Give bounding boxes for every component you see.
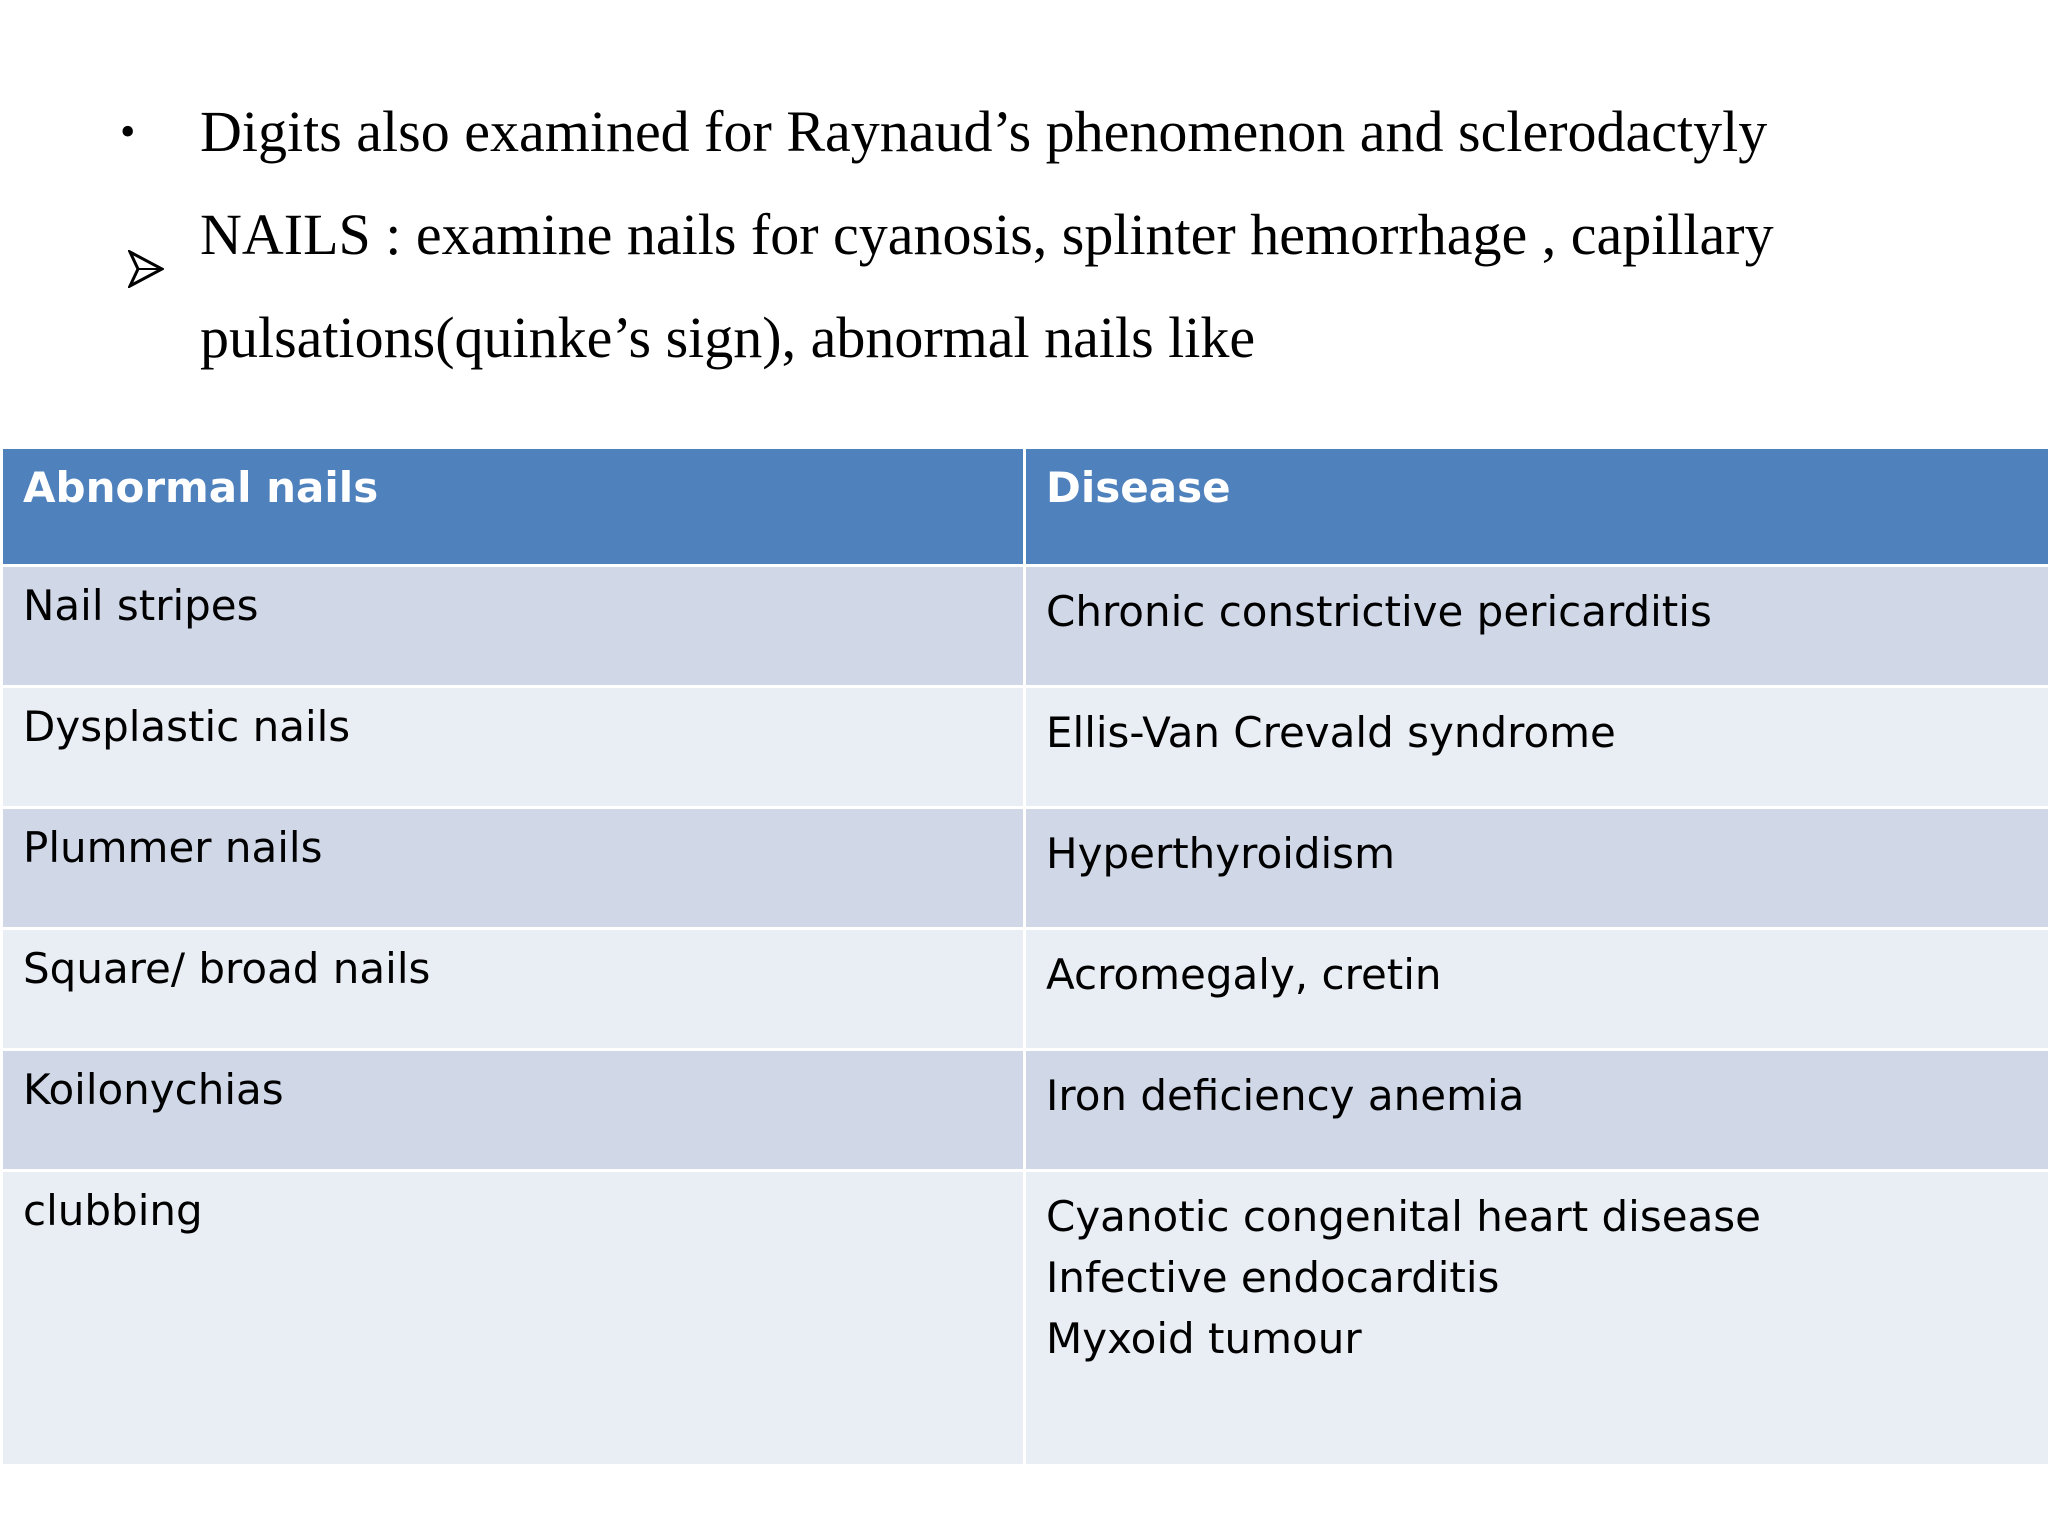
abnormal-nails-table (0, 446, 2048, 1467)
disease-text: Hyperthyroidism (1046, 829, 1395, 878)
disease-cell (1025, 687, 2048, 808)
bullet-list (0, 80, 2048, 389)
bullet-item (0, 183, 2048, 286)
disease-cell (1025, 1171, 2048, 1466)
column-header-disease: Disease (1025, 448, 2048, 566)
disease-cell (1025, 808, 2048, 929)
table-row (2, 1050, 2048, 1171)
disease-text: Chronic constrictive pericarditis (1046, 587, 1712, 636)
nail-cell: Nail stripes (2, 566, 1025, 687)
nail-cell: Dysplastic nails (2, 687, 1025, 808)
nail-cell: Square/ broad nails (2, 929, 1025, 1050)
table-row (2, 808, 2048, 929)
disease-text: Acromegaly, cretin (1046, 950, 1442, 999)
bullet-continuation (0, 286, 2048, 389)
disease-text: Ellis-Van Crevald syndrome (1046, 708, 1616, 757)
table-row (2, 687, 2048, 808)
column-header-abnormal-nails: Abnormal nails (2, 448, 1025, 566)
table-row (2, 929, 2048, 1050)
nail-cell: Plummer nails (2, 808, 1025, 929)
bullet-dot-icon: • (120, 107, 136, 156)
disease-text: Infective endocarditis (1046, 1253, 1500, 1302)
disease-text: Myxoid tumour (1046, 1314, 1362, 1363)
nail-cell: Koilonychias (2, 1050, 1025, 1171)
disease-cell (1025, 1050, 2048, 1171)
bullet-text-continuation: pulsations(quinke’s sign), abnormal nails like (200, 305, 1256, 370)
disease-text: Iron deficiency anemia (1046, 1071, 1525, 1120)
disease-cell (1025, 929, 2048, 1050)
table-header-row (2, 448, 2048, 566)
disease-text: Cyanotic congenital heart disease (1046, 1192, 1762, 1241)
table-row (2, 566, 2048, 687)
bullet-text: NAILS : examine nails for cyanosis, splinter hemorrhage , capillary (200, 202, 1774, 267)
disease-cell (1025, 566, 2048, 687)
table-row (2, 1171, 2048, 1466)
bullet-item (0, 80, 2048, 183)
bullet-text: Digits also examined for Raynaud’s phenomenon and sclerodactyly (200, 99, 1768, 164)
nail-cell: clubbing (2, 1171, 1025, 1466)
